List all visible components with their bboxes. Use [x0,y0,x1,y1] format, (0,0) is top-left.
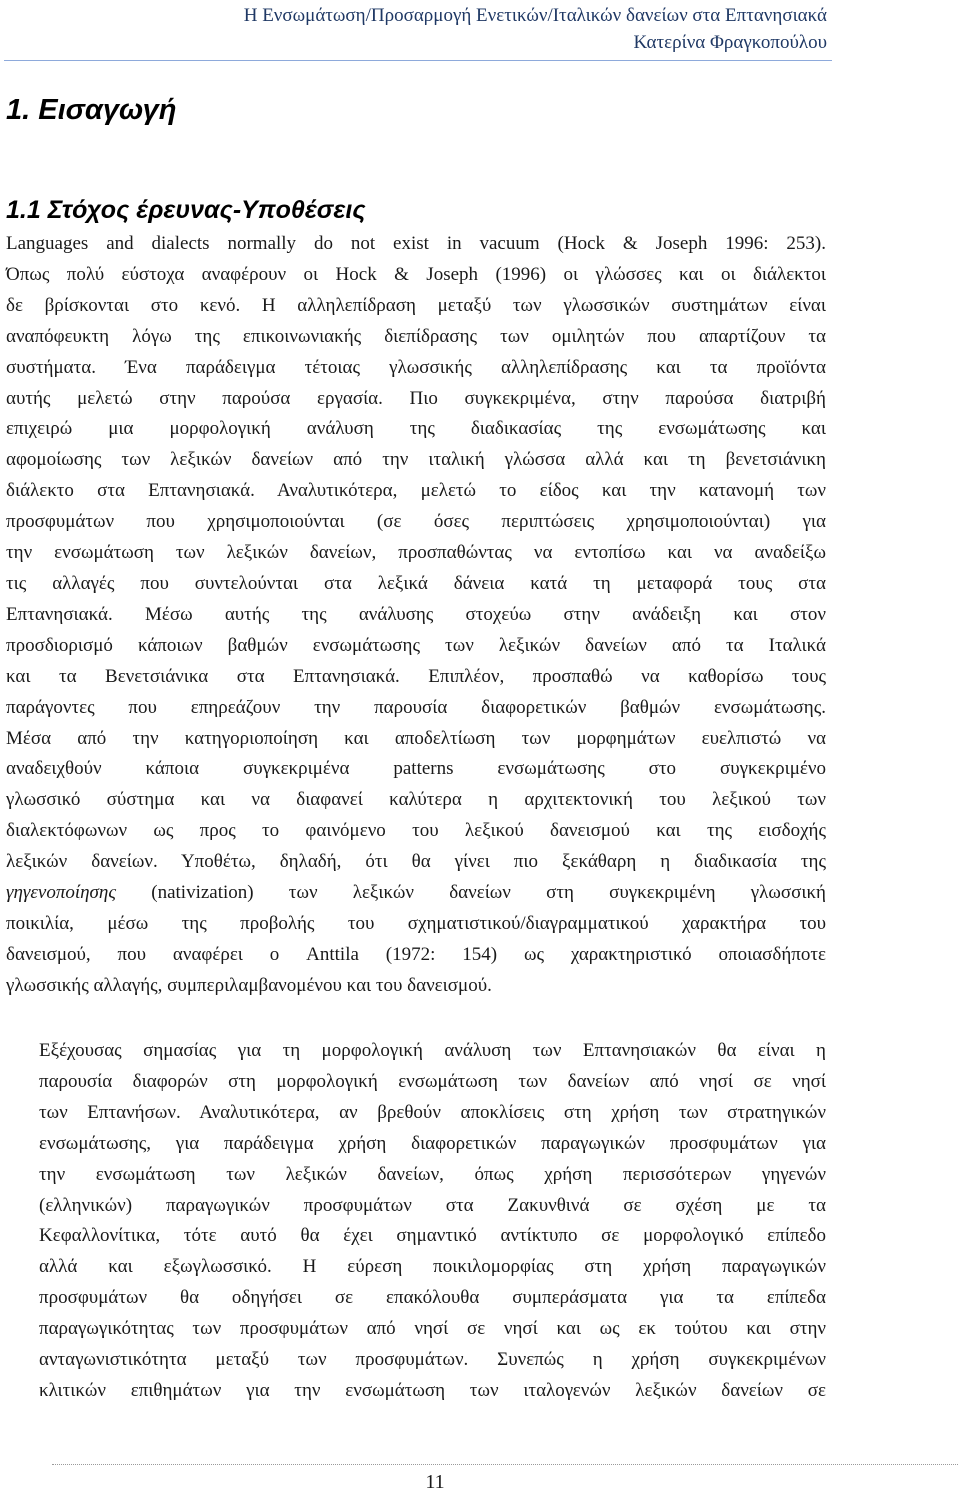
text-line: Κεφαλλονίτικα, τότε αυτό θα έχει σημαντικό αντίκτυπο σε μορφολογικό επίπεδο [39,1225,826,1247]
text-line: δε βρίσκονται στο κενό. Η αλληλεπίδραση μεταξύ των γλωσσικών συστημάτων είναι [6,294,826,316]
text-line: Όπως πολύ εύστοχα αναφέρουν οι Hock & Joseph (1996) οι γλώσσες και οι διάλεκτοι [6,263,826,285]
text-line: ποικιλία, μέσω της προβολής του σχηματιστικού/διαγραμματικού χαρακτήρα του [6,912,826,934]
paragraph-2 [6,1036,826,1407]
text-line: Εξέχουσας σημασίας για τη μορφολογική ανάλυση των Επτανησιακών θα είναι η [39,1040,826,1061]
paragraph-1 [6,229,826,1002]
text-line: Επτανησιακά. Μέσω αυτής της ανάλυσης στοχεύω στην ανάδειξη και στον [6,603,826,625]
text-line: ενσωμάτωσης, για παράδειγμα χρήση διαφορετικών παραγωγικών προσφυμάτων για [39,1132,826,1154]
footer-divider [52,1464,958,1465]
text-line-with-italic [6,878,826,909]
text-line: ανταγωνιστικότητα μεταξύ των προσφυμάτων. Συνεπώς η χρήση συγκεκριμένων [39,1349,826,1371]
text-line: αλλά και εξωγλωσσικό. Η εύρεση ποικιλομορφίας στη χρήση παραγωγικών [39,1256,826,1278]
text-line: αφομοίωσης των λεξικών δανείων από την ιταλική γλώσσα αλλά και τη βενετσιάνικη [6,449,826,471]
text-line: διαλεκτόφωνων ως προς το φαινόμενο του λεξικού δανεισμού και της εισδοχής [6,820,826,842]
text-line: συστήματα. Ένα παράδειγμα τέτοιας γλωσσικής αλληλεπίδρασης και τα προϊόντα [6,356,826,378]
text-line: κλιτικών επιθημάτων για την ενσωμάτωση των ιταλογενών λεξικών δανείων σε [39,1379,826,1401]
section-heading: 1. Εισαγωγή [6,94,177,126]
header-divider [4,60,832,61]
text-line: παρουσία διαφορών στη μορφολογική ενσωμάτωση των δανείων από νησί σε νησί [39,1070,826,1092]
subsection-heading: 1.1 Στόχος έρευνας-Υποθέσεις [6,196,366,224]
text-line: επιχειρώ μια μορφολογική ανάλυση της διαδικασίας της ενσωμάτωσης και [6,418,826,440]
text-line: αυτής μελετώ στην παρούσα εργασία. Πιο συγκεκριμένα, στην παρούσα διατριβή [6,387,826,409]
text-fragment: (nativization) των λεξικών δανείων στη συγκεκριμένη γλωσσική [116,882,826,904]
text-line: παράγοντες που επηρεάζουν την παρουσία διαφορετικών βαθμών ενσωμάτωσης. [6,696,826,718]
text-line: αναπόφευκτη λόγω της επικοινωνιακής διεπίδρασης των ομιλητών που απαρτίζουν τα [6,325,826,347]
text-line: παραγωγικότητας των προσφυμάτων από νησί σε νησί και ως εκ τούτου και στην [39,1318,826,1340]
italic-term: γηγενοποίησης [6,882,117,904]
header-author: Κατερίνα Φραγκοπούλου [633,32,827,53]
text-line: γλωσσικής αλλαγής, συμπεριλαμβανομένου και του δανεισμού. [6,974,492,996]
text-line: προσφυμάτων θα οδηγήσει σε επακόλουθα συμπεράσματα για τα επίπεδα [39,1287,826,1309]
text-line: Languages and dialects normally do not exist in vacuum (Hock & Joseph 1996: 253). [6,233,826,254]
text-line: Μέσα από την κατηγοριοποίηση και αποδελτίωση των μορφημάτων ευελπιστώ να [6,727,826,749]
text-line: και τα Βενετσιάνικα στα Επτανησιακά. Επιπλέον, προσπαθώ να καθορίσω τους [6,665,826,687]
text-line: των Επτανήσων. Αναλυτικότερα, αν βρεθούν αποκλίσεις στη χρήση των στρατηγικών [39,1101,826,1123]
text-line: προσδιορισμό κάποιων βαθμών ενσωμάτωσης των λεξικών δανείων από τα Ιταλικά [6,634,826,656]
text-line: δανεισμού, που αναφέρει ο Anttila (1972: 154) ως χαρακτηριστικό οποιασδήποτε [6,943,826,965]
text-line: (ελληνικών) παραγωγικών προσφυμάτων στα Ζακυνθινά σε σχέση με τα [39,1194,826,1216]
page-number: 11 [425,1471,445,1493]
running-header [244,2,827,56]
text-line: λεξικών δανείων. Υποθέτω, δηλαδή, ότι θα γίνει πιο ξεκάθαρη η διαδικασία της [6,851,826,873]
header-title: Η Ενσωμάτωση/Προσαρμογή Ενετικών/Ιταλικών δανείων στα Επτανησιακά [243,5,827,26]
text-line: τις αλλαγές που συντελούνται στα λεξικά δάνεια κατά τη μεταφορά τους στα [6,572,826,594]
text-line: την ενσωμάτωση των λεξικών δανείων, όπως χρήση περισσότερων γηγενών [39,1163,826,1185]
text-line: διάλεκτο στα Επτανησιακά. Αναλυτικότερα, μελετώ το είδος και την κατανομή των [6,480,826,502]
text-line: γλωσσικό σύστημα και να διαφανεί καλύτερα η αρχιτεκτονική του λεξικού των [6,789,826,811]
text-line: αναδειχθούν κάποια συγκεκριμένα patterns ενσωμάτωσης στο συγκεκριμένο [6,758,826,780]
text-line: προσφυμάτων που χρησιμοποιούνται (σε όσες περιπτώσεις χρησιμοποιούνται) για [6,511,826,533]
text-line: την ενσωμάτωση των λεξικών δανείων, προσπαθώντας να εντοπίσω και να αναδείξω [6,542,826,564]
